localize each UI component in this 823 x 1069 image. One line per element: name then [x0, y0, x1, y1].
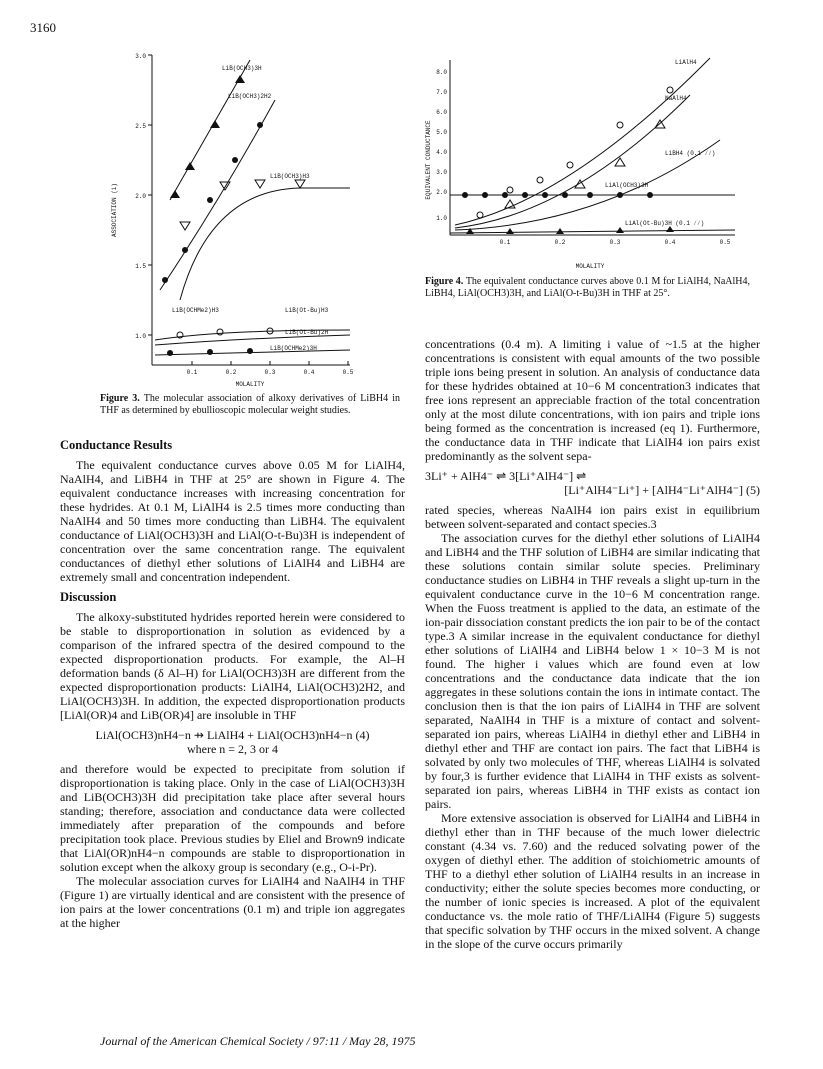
- fig4-label-4: LiAl(OCH3)3H: [605, 182, 649, 189]
- figure-3-caption-label: Figure 3.: [100, 393, 140, 404]
- fig3-xtick-3: 0.4: [303, 369, 315, 376]
- left-paragraph-3: and therefore would be expected to precipitate from solution if disproportionation is taking place. Only in the case of LiAl(OCH3)3H and LiB(OCH3)3H did precipitation take place after several hours standing; therefore, association and conductance data were collected immediately after preparation of the compounds and before precipitation took place. Previous studies by Eliel and Brown9 indicate that LiAl(OR)nH4−n compounds are stable to disproportionation in solution except when the alkoxy group is secondary (e.g., O-i-Pr).: [60, 762, 405, 874]
- equation-5-line-1: 3Li⁺ + AlH4⁻ ⇌ 3[Li⁺AlH4⁻] ⇌: [425, 469, 587, 483]
- fig4-ytick-4: 4.0: [436, 149, 447, 156]
- fig3-xlabel: MOLALITY: [235, 381, 265, 388]
- figure-4-caption-label: Figure 4.: [425, 276, 464, 287]
- curve-LiB-OCH3-H3: [180, 188, 350, 300]
- page-number: 3160: [30, 20, 56, 35]
- right-column: [425, 337, 760, 951]
- fig3-ytick-4: 1.0: [135, 333, 146, 340]
- fig3-label-4: LiB(OCHMe2)H3: [172, 307, 219, 314]
- fig4-label-2: NaAlH4: [665, 95, 687, 102]
- figure-4: [420, 50, 750, 275]
- fig4-ytick-1: 7.0: [436, 89, 447, 96]
- figure-4-chart: [420, 50, 750, 275]
- heading-discussion: Discussion: [60, 590, 117, 604]
- fig4-xtick-3: 0.4: [664, 239, 676, 246]
- heading-conductance-results: Conductance Results: [60, 438, 173, 452]
- fig4-xtick-4: 0.5: [719, 239, 731, 246]
- fig3-xtick-0: 0.1: [186, 369, 198, 376]
- left-column: [60, 432, 405, 930]
- fig3-xtick-1: 0.2: [225, 369, 237, 376]
- curve-LiAl-OtBu-3H: [450, 230, 735, 233]
- fig4-ytick-2: 6.0: [436, 109, 447, 116]
- equation-4: LiAl(OCH3)nH4−n ⇸ LiAlH4 + LiAl(OCH3)nH4−n (4): [95, 728, 370, 742]
- figure-3-caption: [100, 393, 400, 416]
- left-paragraph-1: The equivalent conductance curves above 0.05 M for LiAlH4, NaAlH4, and LiBH4 in THF at 25° are shown in Figure 4. The equivalent conductance increases with increasing concentration for these hydrides. At 0.1 M, LiAlH4 is 2.5 times more conducting than NaAlH4 and 50 times more conducting than LiBH4. The equivalent conductance of LiAl(OCH3)3H and LiAl(O-t-Bu)3H is independent of concentration over the same concentration range. The equivalent conductances of diethyl ether solutions of LiAlH4 and LiBH4 are extremely small and concentration independent.: [60, 458, 405, 584]
- fig3-ylabel: ASSOCIATION (i): [111, 182, 118, 238]
- fig3-label-5: LiB(Ot-Bu)H3: [285, 307, 329, 314]
- figure-4-caption: [425, 276, 750, 299]
- fig4-ytick-5: 3.0: [436, 169, 447, 176]
- fig4-xtick-2: 0.3: [609, 239, 621, 246]
- equation-4-where: where n = 2, 3 or 4: [186, 742, 279, 756]
- left-paragraph-4: The molecular association curves for LiAlH4 and NaAlH4 in THF (Figure 1) are virtually identical and are consistent with the presence of ion pairs at the lower concentrations (0.1 m) and triple ion aggregates at the higher: [60, 874, 405, 930]
- fig3-ytick-3: 1.5: [135, 263, 146, 270]
- fig3-label-7: LiB(OCHMe2)3H: [270, 345, 317, 352]
- left-paragraph-2: The alkoxy-substituted hydrides reported herein were considered to be stable to disproportionation in solution as evidenced by a comparison of the infrared spectra of the desired compound to the expected disproportionation products. For example, the Al–H deformation bands (δ Al–H) for LiAl(OCH3)3H are different from the expected disproportionation products: LiAlH4, LiAl(OCH3)2H2, and LiAl(OCH3)3H. In addition, the expected disproportionation products [LiAl(OR)4 and LiB(OR)4] are insoluble in THF: [60, 610, 405, 722]
- figure-3-caption-text: The molecular association of alkoxy derivatives of LiBH4 in THF as determined by ebullioscopic molecular weight studies.: [100, 393, 400, 416]
- fig4-ytick-3: 5.0: [436, 129, 447, 136]
- equation-5-line-2: [Li⁺AlH4⁻Li⁺] + [AlH4⁻Li⁺AlH4⁻] (5): [564, 483, 760, 497]
- fig4-ytick-6: 2.0: [436, 189, 447, 196]
- fig3-label-2: LiB(OCH3)2H2: [228, 93, 272, 100]
- fig3-xtick-2: 0.3: [264, 369, 276, 376]
- fig3-ytick-1: 2.5: [135, 123, 146, 130]
- right-paragraph-1: concentrations (0.4 m). A limiting i value of ~1.5 at the higher concentrations is consistent with equal amounts of the two possible triple ions being present in solution. An analysis of conductance data for these hydrides obtained at 10−6 M concentration3 indicates that free ions represent an appreciable fraction of the total concentration only at the most dilute concentrations, with ion pairs and triple ions being formed as the concentration is increased (eq 1). Furthermore, the conductance data in THF indicate that LiAlH4 ion pairs exist predominantly as the solvent sepa-: [425, 337, 760, 463]
- curve-LiAlH4: [455, 58, 710, 225]
- right-paragraph-2: rated species, whereas NaAlH4 ion pairs exist in equilibrium between solvent-separated and contact species.3: [425, 503, 760, 531]
- fig3-label-1: LiB(OCH3)3H: [222, 65, 262, 72]
- fig4-label-5: LiAl(Ot-Bu)3H (0.1 ⁄⁄): [625, 220, 705, 227]
- right-paragraph-4: More extensive association is observed for LiAlH4 and LiBH4 in diethyl ether than in THF because of the much lower dielectric constant (4.34 vs. 7.60) and the reduced solvating power of the oxygen of diethyl ether. The addition of stoichiometric amounts of THF to a diethyl ether solution of LiAlH4 results in an increase in conductivity; either the solute species becomes more conducting, or the number of ionic species is increased. A plot of the equivalent conductance vs. the mole ratio of THF/LiAlH4 (Figure 5) suggests that specific solvation by THF occurs in the mixed solvent. A change in the slope of the curve occurs primarily: [425, 811, 760, 951]
- fig4-ytick-7: 1.0: [436, 215, 447, 222]
- fig3-ytick-0: 3.0: [135, 53, 146, 60]
- fig3-label-6: LiB(Ot-Bu)2H: [285, 329, 329, 336]
- fig3-ytick-2: 2.0: [135, 193, 146, 200]
- fig4-label-1: LiAlH4: [675, 59, 697, 66]
- journal-footer: Journal of the American Chemical Society / 97:11 / May 28, 1975: [100, 1034, 416, 1048]
- right-paragraph-3: The association curves for the diethyl ether solutions of LiAlH4 and LiBH4 and the THF solution of LiBH4 are similar indicating that these solutions contain similar solute species. Preliminary conductance studies on LiBH4 in THF reveals a slight up-turn in the equivalent conductance curve in the 10−6 M concentration range. When the Fuoss treatment is applied to the data, an estimate of the ion-pair dissociation constant predicts the ion pair to be of the contact type.3 A similar increase in the equivalent conductance for diethyl ether solutions of LiAlH4 and LiBH4 below 1 × 10−3 M is not found. The higher i values which are found even at low concentrations and the conductance data indicate that the ion aggregates in these solutions contain the ions in intimate contact. The conclusion then is that the ion pairs of LiAlH4 in THF are solvent separated, NaAlH4 in THF is a mixture of contact and solvent-separated ion pairs, whereas LiAlH4 in diethyl ether and LiBH4 in diethyl ether and THF are contact ion pairs. The fact that LiBH4 is solvated by only two molecules of THF, whereas LiAlH4 is solvated by four,3 is further evidence that LiAlH4 in THF exists as solvent-separated ion pairs, whereas LiBH4 in THF exists as contact ion pairs.: [425, 531, 760, 811]
- fig4-ylabel: EQUIVALENT CONDUCTANCE: [425, 120, 432, 200]
- fig4-xtick-0: 0.1: [499, 239, 511, 246]
- fig4-xtick-1: 0.2: [554, 239, 566, 246]
- figure-4-caption-text: The equivalent conductance curves above 0.1 M for LiAlH4, NaAlH4, LiBH4, LiAl(OCH3)3H, and LiAl(O-t-Bu)3H in THF at 25°.: [425, 276, 750, 299]
- fig4-ytick-0: 8.0: [436, 69, 447, 76]
- fig4-label-3: LiBH4 (0.1 ⁄⁄): [665, 150, 716, 157]
- curve-NaAlH4: [455, 95, 690, 228]
- figure-3: [100, 50, 400, 390]
- fig3-label-3: LiB(OCH3)H3: [270, 173, 310, 180]
- fig4-xlabel: MOLALITY: [575, 263, 605, 270]
- figure-3-chart: [100, 50, 400, 390]
- fig3-xtick-4: 0.5: [342, 369, 354, 376]
